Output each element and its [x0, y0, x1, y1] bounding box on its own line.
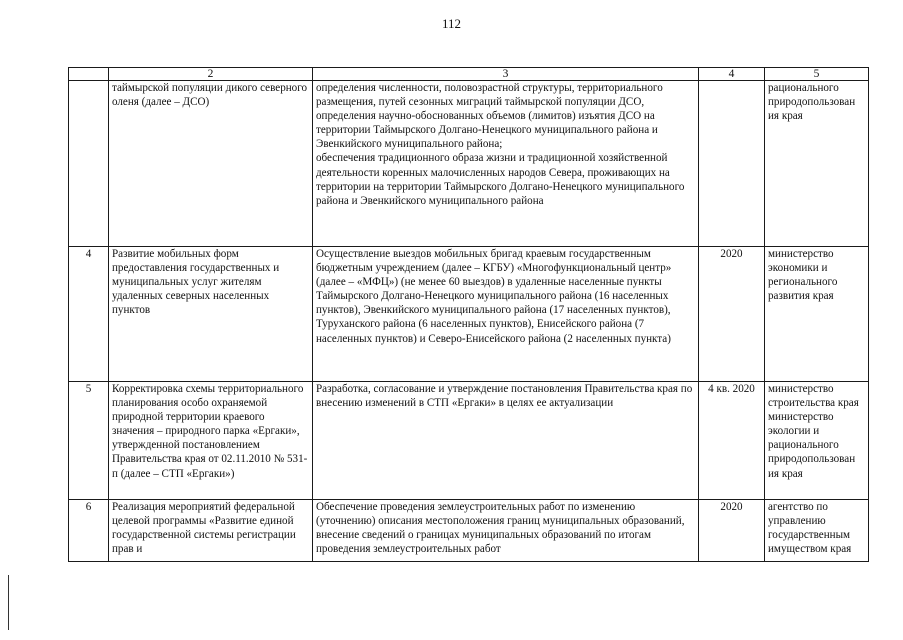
activity-name: таймырской популяции дикого северного оленя (далее – ДСО) [109, 81, 313, 247]
table-row [69, 247, 869, 382]
table-header-row [69, 68, 869, 81]
header-col-4: 4 [699, 68, 765, 81]
row-number: 6 [69, 500, 109, 562]
table-row [69, 500, 869, 562]
header-col-3: 3 [313, 68, 699, 81]
activity-description: Разработка, согласование и утверждение постановления Правительства края по внесению изменений в СТП «Ергаки» в целях ее актуализации [313, 382, 699, 500]
row-number [69, 81, 109, 247]
deadline: 2020 [699, 500, 765, 562]
activity-description: Осуществление выездов мобильных бригад краевым государственным бюджетным учреждением (далее – КГБУ) «Многофункциональный центр» (далее – «МФЦ») (не менее 60 выездов) в удаленные населенные пункты Таймырского Долгано-Ненецкого муниципального района (16 населенных пунктов), Эвенкийского муниципального района (17 населенных пунктов), Туруханского района (6 населенных пунктов), Енисейского района (7 населенных пунктов) и Северо-Енисейского района (2 населенных пункта) [313, 247, 699, 382]
page-number: 112 [441, 16, 462, 31]
deadline [699, 81, 765, 247]
row-number: 4 [69, 247, 109, 382]
activity-description: определения численности, половозрастной структуры, территориального размещения, путей сезонных миграций таймырской популяции ДСО, определения научно-обоснованных объемов (лимитов) изъятия ДСО на территории Таймырского Долгано-Ненецкого муниципального района и Эвенкийского муниципального района; обеспечения традиционного образа жизни и традиционной хозяйственной деятельности коренных малочисленных народов Севера, проживающих на территории на территории Таймырского Долгано-Ненецкого муниципального района и Эвенкийского муниципального района [313, 81, 699, 247]
activities-table [68, 67, 869, 562]
header-col-1 [69, 68, 109, 81]
responsible-body: министерство строительства края министерство экологии и рационального природопользован ия края [765, 382, 869, 500]
scan-artifact-line [8, 575, 9, 630]
activity-name: Развитие мобильных форм предоставления государственных и муниципальных услуг жителям удаленных северных населенных пунктов [109, 247, 313, 382]
responsible-body: рационального природопользован ия края [765, 81, 869, 247]
header-col-5: 5 [765, 68, 869, 81]
activity-description: Обеспечение проведения землеустроительных работ по изменению (уточнению) описания местоположения границ муниципальных образований, внесение сведений о границах муниципальных образований по итогам проведения землеустроительных работ [313, 500, 699, 562]
activity-name: Реализация мероприятий федеральной целевой программы «Развитие единой государственной системы регистрации прав и [109, 500, 313, 562]
responsible-body: агентство по управлению государственным имуществом края [765, 500, 869, 562]
activity-name: Корректировка схемы территориального планирования особо охраняемой природной территории краевого значения – природного парка «Ергаки», утвержденной постановлением Правительства края от 02.11.2010 № 531-п (далее – СТП «Ергаки») [109, 382, 313, 500]
deadline: 4 кв. 2020 [699, 382, 765, 500]
table-row [69, 382, 869, 500]
table-row [69, 81, 869, 247]
header-col-2: 2 [109, 68, 313, 81]
responsible-body: министерство экономики и регионального развития края [765, 247, 869, 382]
row-number: 5 [69, 382, 109, 500]
deadline: 2020 [699, 247, 765, 382]
